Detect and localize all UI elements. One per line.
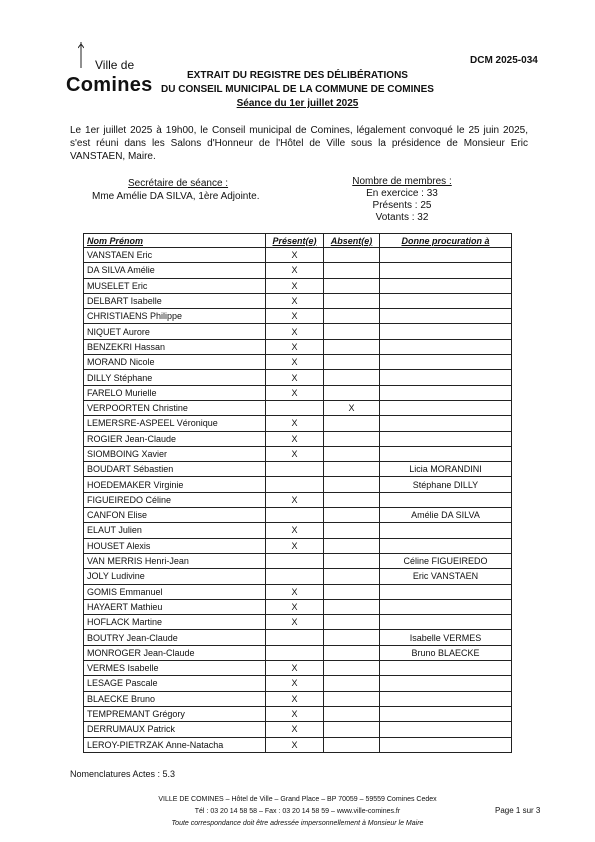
member-name: LEROY-PIETRZAK Anne-Natacha — [84, 737, 266, 752]
member-name: HAYAERT Mathieu — [84, 599, 266, 614]
proxy-name: Licia MORANDINI — [380, 462, 512, 477]
proxy-name — [380, 523, 512, 538]
proxy-name — [380, 737, 512, 752]
present-mark — [266, 630, 324, 645]
table-row — [84, 706, 512, 721]
absent-mark — [324, 293, 380, 308]
table-row — [84, 645, 512, 660]
absent-mark — [324, 492, 380, 507]
table-row — [84, 599, 512, 614]
members-label: Nombre de membres : — [352, 176, 452, 187]
present-mark: X — [266, 661, 324, 676]
absent-mark — [324, 722, 380, 737]
proxy-name — [380, 722, 512, 737]
absent-mark — [324, 584, 380, 599]
member-name: BENZEKRI Hassan — [84, 339, 266, 354]
member-name: BOUTRY Jean-Claude — [84, 630, 266, 645]
absent-mark — [324, 370, 380, 385]
member-name: VAN MERRIS Henri-Jean — [84, 553, 266, 568]
member-name: LEMERSRE-ASPEEL Véronique — [84, 416, 266, 431]
proxy-name: Amélie DA SILVA — [380, 508, 512, 523]
logo-comines: Comines — [66, 74, 153, 96]
present-mark: X — [266, 278, 324, 293]
present-mark — [266, 553, 324, 568]
proxy-name — [380, 599, 512, 614]
table-body — [84, 248, 512, 753]
table-row — [84, 737, 512, 752]
present-mark — [266, 462, 324, 477]
present-mark: X — [266, 431, 324, 446]
member-name: JOLY Ludivine — [84, 569, 266, 584]
table-row — [84, 722, 512, 737]
present-mark: X — [266, 706, 324, 721]
table-row — [84, 508, 512, 523]
member-name: DILLY Stéphane — [84, 370, 266, 385]
absent-mark — [324, 645, 380, 660]
proxy-name — [380, 355, 512, 370]
absent-mark — [324, 676, 380, 691]
present-mark: X — [266, 248, 324, 263]
table-row — [84, 385, 512, 400]
present-mark: X — [266, 263, 324, 278]
members-exercice: En exercice : 33 — [366, 188, 438, 199]
member-name: HOFLACK Martine — [84, 615, 266, 630]
present-mark: X — [266, 615, 324, 630]
proxy-name: Eric VANSTAEN — [380, 569, 512, 584]
present-mark: X — [266, 339, 324, 354]
present-mark: X — [266, 324, 324, 339]
absent-mark — [324, 737, 380, 752]
present-mark — [266, 477, 324, 492]
members-votants: Votants : 32 — [375, 212, 429, 223]
present-mark: X — [266, 691, 324, 706]
absent-mark — [324, 661, 380, 676]
table-row — [84, 324, 512, 339]
table-row — [84, 278, 512, 293]
footer-contact: Tél : 03 20 14 58 58 – Fax : 03 20 14 58 59 – www.ville-comines.fr — [194, 808, 401, 815]
proxy-name — [380, 278, 512, 293]
member-name: MONROGER Jean-Claude — [84, 645, 266, 660]
header-name: Nom Prénom — [84, 234, 266, 248]
present-mark: X — [266, 523, 324, 538]
absent-mark — [324, 385, 380, 400]
present-mark: X — [266, 584, 324, 599]
table-row — [84, 431, 512, 446]
secretary-name: Mme Amélie DA SILVA, 1ère Adjointe. — [92, 191, 260, 202]
absent-mark — [324, 691, 380, 706]
present-mark — [266, 508, 324, 523]
present-mark: X — [266, 355, 324, 370]
header-present: Présent(e) — [266, 234, 324, 248]
document-title: EXTRAIT DU REGISTRE DES DÉLIBÉRATIONS — [187, 70, 408, 81]
table-row — [84, 370, 512, 385]
absent-mark — [324, 355, 380, 370]
proxy-name — [380, 661, 512, 676]
member-name: FIGUEIREDO Céline — [84, 492, 266, 507]
absent-mark — [324, 599, 380, 614]
table-row — [84, 569, 512, 584]
present-mark: X — [266, 737, 324, 752]
member-name: GOMIS Emmanuel — [84, 584, 266, 599]
proxy-name — [380, 446, 512, 461]
absent-mark — [324, 523, 380, 538]
proxy-name — [380, 293, 512, 308]
absent-mark — [324, 324, 380, 339]
document-subtitle: DU CONSEIL MUNICIPAL DE LA COMMUNE DE COMINES — [161, 84, 434, 95]
proxy-name — [380, 691, 512, 706]
table-row — [84, 477, 512, 492]
proxy-name: Céline FIGUEIREDO — [380, 553, 512, 568]
table-row — [84, 446, 512, 461]
table-row — [84, 263, 512, 278]
proxy-name — [380, 309, 512, 324]
session-date: Séance du 1er juillet 2025 — [236, 98, 359, 109]
table-row — [84, 400, 512, 415]
absent-mark — [324, 431, 380, 446]
attendance-table — [83, 233, 512, 753]
member-name: VERMES Isabelle — [84, 661, 266, 676]
proxy-name — [380, 706, 512, 721]
member-name: CANFON Elise — [84, 508, 266, 523]
reference-number: DCM 2025-034 — [470, 55, 538, 66]
present-mark: X — [266, 446, 324, 461]
proxy-name — [380, 492, 512, 507]
proxy-name — [380, 400, 512, 415]
absent-mark — [324, 416, 380, 431]
intro-paragraph: Le 1er juillet 2025 à 19h00, le Conseil municipal de Comines, légalement convoqué le 25 juin 2025, s'est réuni dans les Salons d'Honneur de l'Hôtel de Ville sous la présidence de Monsieur Eric VANSTAEN, Maire. — [70, 125, 528, 162]
table-row — [84, 355, 512, 370]
table-row — [84, 553, 512, 568]
nomenclature: Nomenclatures Actes : 5.3 — [70, 769, 176, 779]
proxy-name: Isabelle VERMES — [380, 630, 512, 645]
header-proxy: Donne procuration à — [380, 234, 512, 248]
table-row — [84, 416, 512, 431]
present-mark: X — [266, 722, 324, 737]
absent-mark — [324, 615, 380, 630]
table-row — [84, 584, 512, 599]
member-name: HOUSET Alexis — [84, 538, 266, 553]
secretary-label: Secrétaire de séance : — [128, 178, 229, 189]
proxy-name — [380, 615, 512, 630]
table-row — [84, 676, 512, 691]
member-name: DERRUMAUX Patrick — [84, 722, 266, 737]
member-name: ELAUT Julien — [84, 523, 266, 538]
absent-mark — [324, 339, 380, 354]
logo-ville: Ville de — [95, 58, 135, 72]
absent-mark — [324, 553, 380, 568]
present-mark: X — [266, 492, 324, 507]
present-mark — [266, 400, 324, 415]
members-presents: Présents : 25 — [372, 200, 432, 211]
absent-mark — [324, 477, 380, 492]
present-mark: X — [266, 538, 324, 553]
member-name: HOEDEMAKER Virginie — [84, 477, 266, 492]
member-name: FARELO Murielle — [84, 385, 266, 400]
member-name: MORAND Nicole — [84, 355, 266, 370]
proxy-name — [380, 370, 512, 385]
table-row — [84, 630, 512, 645]
table-row — [84, 615, 512, 630]
absent-mark — [324, 630, 380, 645]
member-name: DA SILVA Amélie — [84, 263, 266, 278]
table-row — [84, 492, 512, 507]
member-name: MUSELET Eric — [84, 278, 266, 293]
present-mark: X — [266, 416, 324, 431]
member-name: ROGIER Jean-Claude — [84, 431, 266, 446]
member-name: TEMPREMANT Grégory — [84, 706, 266, 721]
member-name: NIQUET Aurore — [84, 324, 266, 339]
page-number: Page 1 sur 3 — [495, 806, 541, 815]
proxy-name — [380, 248, 512, 263]
table-row — [84, 462, 512, 477]
present-mark: X — [266, 385, 324, 400]
absent-mark — [324, 248, 380, 263]
absent-mark — [324, 706, 380, 721]
absent-mark — [324, 309, 380, 324]
table-row — [84, 293, 512, 308]
member-name: CHRISTIAENS Philippe — [84, 309, 266, 324]
proxy-name — [380, 538, 512, 553]
logo-mark-icon — [78, 42, 84, 72]
member-name: BLAECKE Bruno — [84, 691, 266, 706]
absent-mark — [324, 263, 380, 278]
present-mark — [266, 569, 324, 584]
table-row — [84, 339, 512, 354]
proxy-name: Bruno BLAECKE — [380, 645, 512, 660]
proxy-name — [380, 431, 512, 446]
table-row — [84, 538, 512, 553]
table-header-row — [84, 234, 512, 248]
present-mark: X — [266, 293, 324, 308]
present-mark — [266, 645, 324, 660]
proxy-name — [380, 263, 512, 278]
absent-mark — [324, 278, 380, 293]
member-name: LESAGE Pascale — [84, 676, 266, 691]
footer-correspondence: Toute correspondance doit être adressée impersonnellement à Monsieur le Maire — [171, 820, 424, 827]
footer-address: VILLE DE COMINES – Hôtel de Ville – Grand Place – BP 70059 – 59559 Comines Cedex — [158, 796, 437, 803]
present-mark: X — [266, 676, 324, 691]
table-row — [84, 691, 512, 706]
proxy-name — [380, 416, 512, 431]
present-mark: X — [266, 599, 324, 614]
proxy-name — [380, 385, 512, 400]
member-name: VANSTAEN Eric — [84, 248, 266, 263]
present-mark: X — [266, 309, 324, 324]
table-row — [84, 309, 512, 324]
table-row — [84, 248, 512, 263]
table-row — [84, 661, 512, 676]
table-row — [84, 523, 512, 538]
member-name: VERPOORTEN Christine — [84, 400, 266, 415]
member-name: DELBART Isabelle — [84, 293, 266, 308]
proxy-name — [380, 339, 512, 354]
absent-mark — [324, 462, 380, 477]
proxy-name: Stéphane DILLY — [380, 477, 512, 492]
proxy-name — [380, 676, 512, 691]
proxy-name — [380, 324, 512, 339]
present-mark: X — [266, 370, 324, 385]
member-name: BOUDART Sébastien — [84, 462, 266, 477]
member-name: SIOMBOING Xavier — [84, 446, 266, 461]
header-absent: Absent(e) — [324, 234, 380, 248]
absent-mark — [324, 569, 380, 584]
absent-mark — [324, 538, 380, 553]
absent-mark — [324, 508, 380, 523]
absent-mark — [324, 446, 380, 461]
proxy-name — [380, 584, 512, 599]
absent-mark: X — [324, 400, 380, 415]
